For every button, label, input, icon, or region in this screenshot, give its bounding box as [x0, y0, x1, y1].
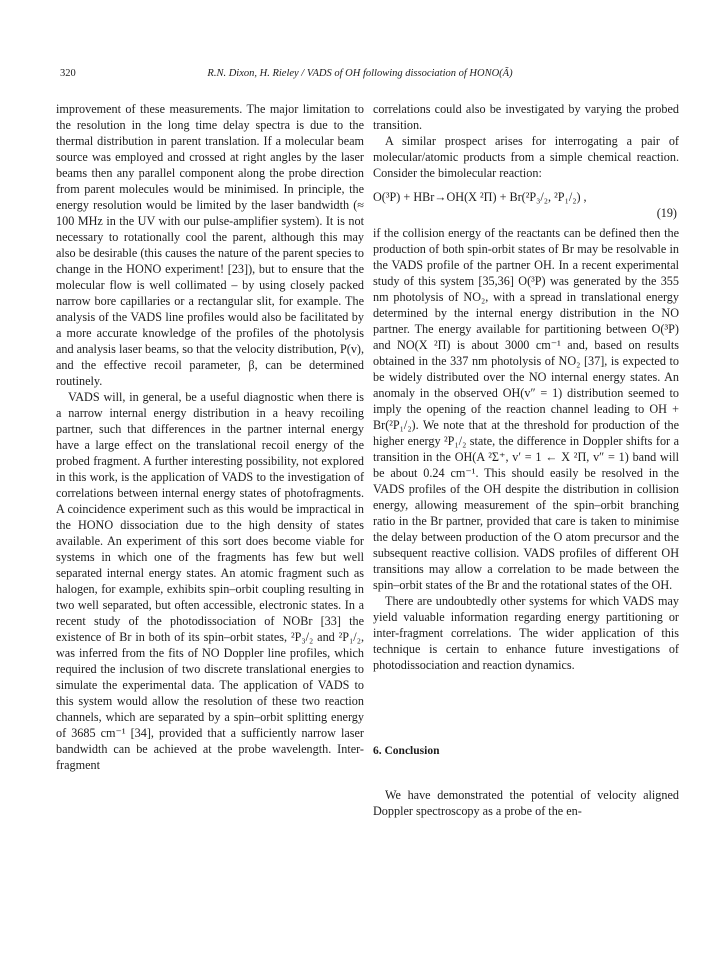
paragraph: There are undoubtedly other systems for which VADS may yield valuable information regarding energy partitioning or inter-fragment correlations. The wider application of this technique is certain to enhance future investigations of photodissociation and reaction dynamics. — [373, 594, 679, 672]
equation-number: (19) — [656, 206, 677, 220]
right-column — [373, 101, 679, 819]
paragraph: A similar prospect arises for interrogating a pair of molecular/atomic products from a simple chemical reaction. Consider the bimolecular reaction: — [373, 134, 679, 180]
paragraph: correlations could also be investigated by varying the probed transition. — [373, 102, 679, 132]
section-heading: 6. Conclusion — [373, 745, 440, 757]
paragraph: if the collision energy of the reactants can be defined then the production of both spin-orbit states of Br may be resolvable in the VADS profile of the partner OH. In a recent experimental study of this system [35,36] O(³P) was generated by the 355 nm photolysis of NO₂, with a spread in translational energy determined by the internal energy distribution in the NO partner. The energy available for partitioning between O(³P) and NO(X ²Π) is about 3000 cm⁻¹ and, based on results obtained in the 337 nm photolysis of NO₂ [37], is expected to be widely distributed over the NO internal energy states. An anomaly in the observed OH(v″ = 1) distribution seemed to imply the opening of the reaction channel leading to OH + Br(²P₁/₂). We note that at the threshold for production of the higher energy ²P₁/₂ state, the difference in Doppler shifts for a transition in the OH(A ²Σ⁺, v′ = 1 ← X ²Π, v″ = 1) band will be about 0.24 cm⁻¹. This should easily be resolved in the VADS profiles of the OH despite the distribution in collision energy, allowing measurement of the spin–orbit branching ratio in the Br partner, provided that care is taken to minimise the delay between production of the O atom precursor and the subsequent reactive collision. VADS profiles of different OH transitions may allow a correlation to be made between the spin–orbit states of the Br and the rotational states of the OH. — [373, 226, 679, 592]
equation-block — [373, 187, 679, 221]
paragraph: VADS will, in general, be a useful diagnostic when there is a narrow internal energy distribution in a heavy recoiling partner, such that differences in the partner internal energy have a large effect on the translational recoil energy of the probed fragment. A further interesting possibility, not explored in this work, is the application of VADS to the investigation of correlations between internal energy states of photofragments. A coincidence experiment such as this would be impractical in the HONO dissociation due to the high density of states available. An experiment of this sort does become viable for systems in which one of the fragments has few but well separated internal energy states. An atomic fragment such as halogen, for example, exhibits spin–orbit coupling resulting in two well separated, but often accessible, electronic states. In a recent study of the photodissociation of NOBr [33] the existence of Br in both of its spin–orbit states, ²P₃/₂ and ²P₁/₂, was inferred from the fits of NO Doppler line profiles, which required the inclusion of two discrete translational energies to simulate the experimental data. The application of VADS to this system would allow the resolution of these two reaction channels, which are separated by a spin–orbit splitting energy of 3685 cm⁻¹ [34], provided that a sufficiently narrow laser bandwidth can be achieved at the probe wavelength. Inter-fragment — [56, 390, 364, 772]
paragraph: improvement of these measurements. The major limitation to the resolution in the long time delay spectra is due to the thermal distribution in parent translation. If a molecular beam source was employed and crossed at right angles by the laser beams then any parallel component along the probe direction from parent molecules would be minimised. In principle, the energy resolution would be limited by the laser bandwidth (≈ 100 MHz in the UV with our pulse-amplifier system). It is not necessary to rotationally cool the parent, although this may also be desirable (this causes the nature of the parent species to change in the HONO experiment! [23]), but to ensure that the molecular flow is well collimated – by using closely packed narrow bore capillaries or a rectangular slit, for example. The analysis of the VADS line profiles would also be facilitated by a more accurate knowledge of the profiles of the photolysis and analysis laser beams, so that the velocity distribution, P(v), and the effective recoil parameter, β, can be determined routinely. — [56, 102, 365, 388]
running-title: R.N. Dixon, H. Rieley / VADS of OH following dissociation of HONO(Ã) — [207, 68, 513, 79]
running-header — [60, 68, 660, 84]
page-number: 320 — [60, 68, 76, 79]
equation: O(³P) + HBr→OH(X ²Π) + Br(²P₃/₂, ²P₁/₂) , — [373, 190, 587, 204]
left-column — [56, 101, 364, 773]
paragraph: We have demonstrated the potential of velocity aligned Doppler spectroscopy as a probe of the en- — [373, 788, 679, 818]
